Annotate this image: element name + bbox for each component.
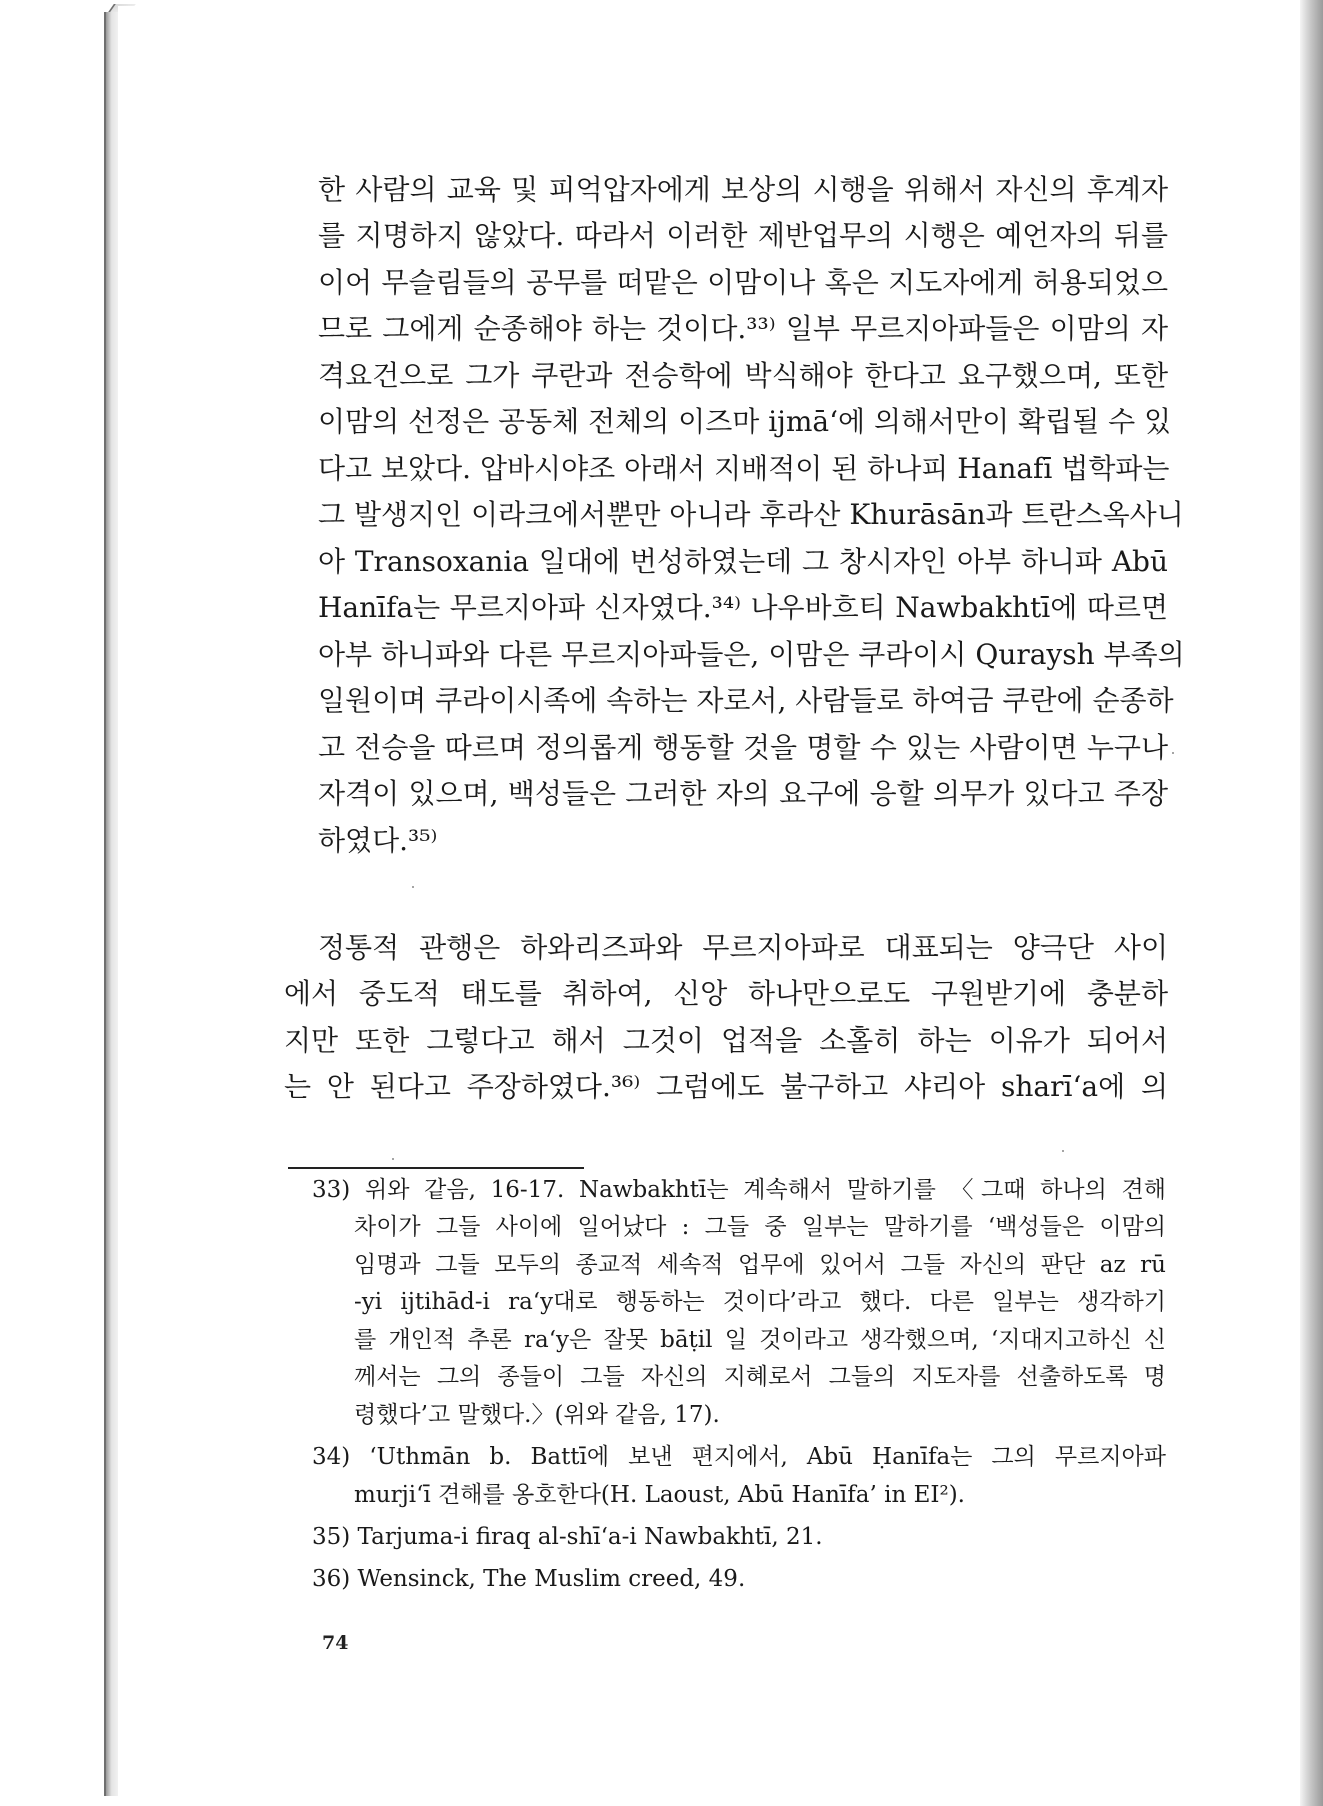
footnote-line: 께서는 그의 종들이 그들 자신의 지혜로서 그들의 지도자를 선출하도록 명 <box>354 1364 1166 1390</box>
scan-speck <box>412 886 414 888</box>
text-line: 자격이 있으며, 백성들은 그러한 자의 요구에 응할 의무가 있다고 주장 <box>318 777 1168 810</box>
scan-speck <box>1172 752 1174 754</box>
text-line: 다고 보았다. 압바시야조 아래서 지배적이 된 하나피 Hanafī 법학파는 <box>318 452 1170 485</box>
text-line: 격요건으로 그가 쿠란과 전승학에 박식해야 한다고 요구했으며, 또한 <box>318 359 1168 392</box>
text-line: 한 사람의 교육 및 피억압자에게 보상의 시행을 위해서 자신의 후계자 <box>318 173 1168 206</box>
footnote-line: 를 개인적 추론 raʻy은 잘못 bāṭil 일 것이라고 생각했으며, ‘지대지고하신 신 <box>354 1327 1166 1353</box>
text-line: 이어 무슬림들의 공무를 떠맡은 이맘이나 혹은 지도자에게 허용되었으 <box>318 266 1168 299</box>
footnote-line: 차이가 그들 사이에 일어났다 : 그들 중 일부는 말하기를 ‘백성들은 이맘의 <box>354 1214 1166 1240</box>
page-shadow-right <box>1300 0 1323 1806</box>
text-line: 를 지명하지 않았다. 따라서 이러한 제반업무의 시행은 예언자의 뒤를 <box>318 219 1168 252</box>
footnote-36: 36) Wensinck, The Muslim creed, 49. <box>312 1566 746 1592</box>
text-line: 고 전승을 따르며 정의롭게 행동할 것을 명할 수 있는 사람이면 누구나 <box>318 731 1168 764</box>
page-number: 74 <box>322 1632 349 1654</box>
text-line: 지만 또한 그렇다고 해서 그것이 업적을 소홀히 하는 이유가 되어서 <box>284 1024 1168 1057</box>
footnote-line: murjiʻī 견해를 옹호한다(H. Laoust, Abū Hanīfa’ in EI²). <box>354 1482 965 1508</box>
scan-speck <box>392 1158 394 1160</box>
text-line: 이맘의 선정은 공동체 전체의 이즈마 ijmāʻ에 의해서만이 확립될 수 있 <box>318 405 1172 438</box>
text-line: Hanīfa는 무르지아파 신자였다.³⁴⁾ 나우바흐티 Nawbakhtī에 따르면 <box>318 591 1168 624</box>
text-line: 그 발생지인 이라크에서뿐만 아니라 후라산 Khurāsān과 트란스옥사니 <box>318 498 1184 531</box>
text-line: 아 Transoxania 일대에 번성하였는데 그 창시자인 아부 하니파 Abū <box>318 545 1168 578</box>
text-line: 는 안 된다고 주장하였다.³⁶⁾ 그럼에도 불구하고 샤리아 sharīʻa에 의 <box>284 1070 1168 1103</box>
scan-speck <box>1062 1150 1064 1152</box>
footnote-34: 34) ‘Uthmān b. Battī에 보낸 편지에서, Abū Ḥanīfa는 그의 무르지아파 <box>312 1444 1166 1470</box>
text-line: 므로 그에게 순종해야 하는 것이다.³³⁾ 일부 무르지아파들은 이맘의 자 <box>318 312 1168 345</box>
footnote-line: 령했다’고 말했다.〉(위와 같음, 17). <box>354 1402 720 1428</box>
footnote-line: 임명과 그들 모두의 종교적 세속적 업무에 있어서 그들 자신의 판단 az rū <box>354 1252 1166 1278</box>
text-line: 정통적 관행은 하와리즈파와 무르지아파로 대표되는 양극단 사이 <box>318 931 1168 964</box>
text-line: 일원이며 쿠라이시족에 속하는 자로서, 사람들로 하여금 쿠란에 순종하 <box>318 684 1174 717</box>
footnote-33: 33) 위와 같음, 16-17. Nawbakhtī는 계속해서 말하기를 〈그때 하나의 견해 <box>312 1177 1166 1203</box>
text-line: 아부 하니파와 다른 무르지아파들은, 이맘은 쿠라이시 Quraysh 부족의 <box>318 638 1185 671</box>
text-line: 하였다.³⁵⁾ <box>318 824 438 857</box>
footnote-line: -yi ijtihād-i raʻy대로 행동하는 것이다’라고 했다. 다른 일부는 생각하기 <box>354 1289 1166 1315</box>
footnote-35: 35) Tarjuma-i firaq al-shīʻa-i Nawbakhtī, 21. <box>312 1524 823 1550</box>
text-line: 에서 중도적 태도를 취하여, 신앙 하나만으로도 구원받기에 충분하 <box>284 977 1168 1010</box>
footnote-divider <box>288 1167 584 1169</box>
